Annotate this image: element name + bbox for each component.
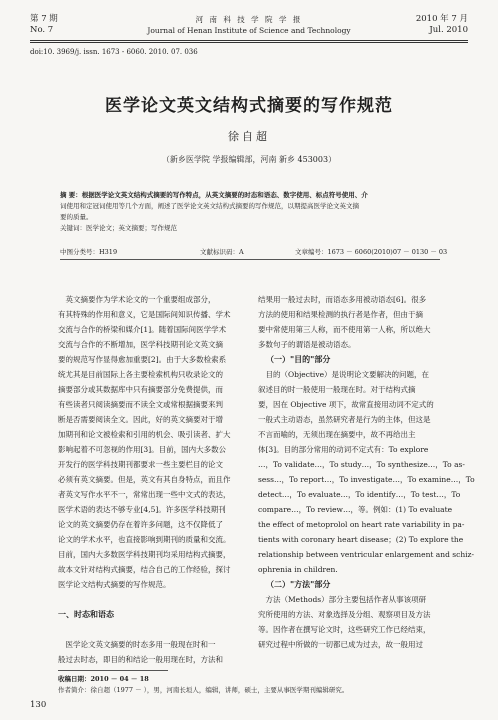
body-line: 交流与合作的桥梁和媒介[1]。随着国际间医学学术 — [58, 325, 227, 334]
body-line: detect…，To evaluate…，To identify…，To test…，To — [258, 490, 461, 499]
footnote-rule — [58, 670, 168, 671]
body-line: 摘要部分或其数据库中只有摘要部分免费提供，而 — [58, 385, 223, 394]
author-bio: 作者简介：徐自超（1977 － ），男，河南长垣人，编辑，讲师，硕士，主要从事医学期刊编辑研究。 — [58, 686, 349, 694]
clc-code: 中图分类号：H319 — [60, 248, 118, 256]
date-cn: 2010 年 7 月 — [415, 14, 468, 24]
body-line: 开发行的医学科技期刊都要求一些主要栏目的论文 — [58, 460, 223, 469]
body-line: 断是否需要阅读全文。因此，好的英文摘要对于增 — [58, 415, 223, 424]
date-header — [416, 14, 468, 36]
body-line: 故本文针对结构式摘要，结合自己的工作经验，探讨 — [58, 565, 231, 574]
abstract-line: 词使用和定冠词使用等几个方面，阐述了医学论文英文结构式摘要的写作规范，以期提高医学论文英文摘 — [60, 202, 359, 210]
subsection-heading: （一）"目的"部分 — [266, 355, 331, 364]
body-line: 一般式主动语态，虽然研究者是行为的主体，但这是 — [258, 415, 431, 424]
abstract-line: 摘 要：根据医学论文英文结构式摘要的写作特点，从英文摘要的时态和语态、数字使用、标点符号使用、介 — [60, 191, 368, 199]
abstract-block — [60, 190, 440, 234]
blank-line — [58, 622, 248, 637]
body-line: tients with coronary heart disease；(2) To explore the — [258, 535, 464, 544]
body-line: 般过去时态，即目的和结论一般用现在时，方法和 — [58, 655, 223, 664]
body-line: 影响起着不可忽视的作用[3]。目前，国内大多数公 — [58, 445, 227, 454]
section-heading: 一、时态和语态 — [58, 610, 114, 619]
body-line: 要的规范写作显得愈加重要[2]。由于大多数检索系 — [58, 355, 227, 364]
body-line: 统尤其是目前国际上各主要检索机构只收录论文的 — [58, 370, 223, 379]
body-line: 者英文写作水平不一，常常出现一些中文式的表达， — [58, 490, 231, 499]
body-line: 医学术语的表达不够专业[4,5]。许多医学科技期刊 — [58, 505, 226, 514]
body-line: sess…，To report…，To investigate…，To examine…，To — [258, 475, 475, 484]
body-line: 医学论文英文摘要的时态多用一般现在时和一 — [65, 640, 216, 649]
body-line: 论文的英文摘要仍存在着许多问题，这不仅降低了 — [58, 520, 223, 529]
body-line: …，To validate…，To study…，To synthesize…，To as- — [258, 460, 465, 469]
author-name: 徐自超 — [228, 130, 270, 143]
body-line: 叙述目的时一般使用一般现在时。对于结构式摘 — [258, 385, 416, 394]
body-line: 要，因在 Objective 项下，故常直接用动词不定式的 — [258, 400, 434, 409]
body-line: 英文摘要作为学术论文的一个重要组成部分， — [65, 295, 216, 304]
document-code: 文献标识码：A — [200, 248, 244, 256]
body-line: 必须有英文摘要。但是，英文有其自身特点，而且作 — [58, 475, 231, 484]
body-line: 方法（Methods）部分主要包括作者从事该项研 — [265, 595, 427, 604]
body-line: 等。因作者在撰写论文时，这些研究工作已经结束， — [258, 625, 431, 634]
body-line: the effect of metoprolol on heart rate variability in pa- — [258, 520, 465, 529]
body-line: ophrenia in children. — [258, 565, 338, 574]
received-date: 收稿日期：2010 － 04 － 18 — [58, 675, 149, 683]
journal-name-cn: 河 南 科 技 学 院 学 报 — [195, 15, 303, 24]
body-line: 不言而喻的，无须出现在摘要中，故不再给出主 — [258, 430, 416, 439]
page-number: 130 — [30, 700, 47, 710]
header-rule — [30, 40, 468, 43]
body-line: 加期刊和论文被检索和引用的机会、吸引读者、扩大 — [58, 430, 231, 439]
issue-no: No. 7 — [30, 25, 54, 35]
footnote — [58, 674, 348, 696]
body-line: 方法的使用和结果检测的执行者是作者，但由于摘 — [258, 310, 423, 319]
blank-line — [58, 592, 248, 607]
body-line: 体[3]。目的部分常用的动词不定式有：To explore — [258, 445, 429, 454]
affiliation: （新乡医学院 学报编辑部，河南 新乡 453003） — [161, 155, 337, 164]
left-column — [58, 292, 248, 667]
body-line: 目前，国内大多数医学科技期刊均采用结构式摘要， — [58, 550, 231, 559]
body-line: 研究过程中所做的一切都已成为过去，故一般用过 — [258, 640, 423, 649]
journal-name-en: Journal of Henan Institute of Science and Technology — [147, 26, 351, 35]
doi-line[interactable]: doi:10. 3969/j. issn. 1673 - 6060. 2010. 07. 036 — [30, 48, 198, 56]
issue-cn: 第 7 期 — [30, 14, 58, 24]
body-line: 目的（Objective）是说明论文要解决的问题，在 — [265, 370, 430, 379]
body-line: relationship between ventricular enlargement and schiz- — [258, 550, 475, 559]
article-number: 文章编号：1673 － 6060(2010)07 － 0130 － 03 — [295, 248, 448, 256]
keywords-line: 关键词：医学论文；英文摘要；写作规范 — [60, 224, 177, 232]
body-line: 多数句子的谓语是被动语态。 — [258, 340, 356, 349]
body-line: 结果用一般过去时，而语态多用被动语态[6]。很多 — [258, 295, 427, 304]
abstract-rule — [60, 259, 440, 260]
body-line: compare…，To review…，等。例如：(1) To evaluate — [258, 505, 453, 514]
abstract-line: 要的质量。 — [60, 213, 93, 221]
subsection-heading: （二）"方法"部分 — [266, 580, 331, 589]
body-line: 要中常使用第三人称，而不使用第一人称，所以绝大 — [258, 325, 431, 334]
body-line: 论文的学术水平，也直接影响到期刊的质量和交流。 — [58, 535, 231, 544]
body-line: 究所使用的方法、对象选择及分组、观察项目及方法 — [258, 610, 431, 619]
date-en: Jul. 2010 — [429, 25, 468, 35]
paper-title: 医学论文英文结构式摘要的写作规范 — [105, 96, 393, 116]
body-line: 医学论文结构式摘要的写作规范。 — [58, 580, 171, 589]
right-column — [258, 292, 475, 652]
body-line: 有些读者只阅读摘要而不读全文或常根据摘要来判 — [58, 400, 223, 409]
body-line: 交流与合作的不断增加，医学科技期刊论文英文摘 — [58, 340, 223, 349]
body-line: 有其特殊的作用和意义，它是国际间知识传播、学术 — [58, 310, 231, 319]
